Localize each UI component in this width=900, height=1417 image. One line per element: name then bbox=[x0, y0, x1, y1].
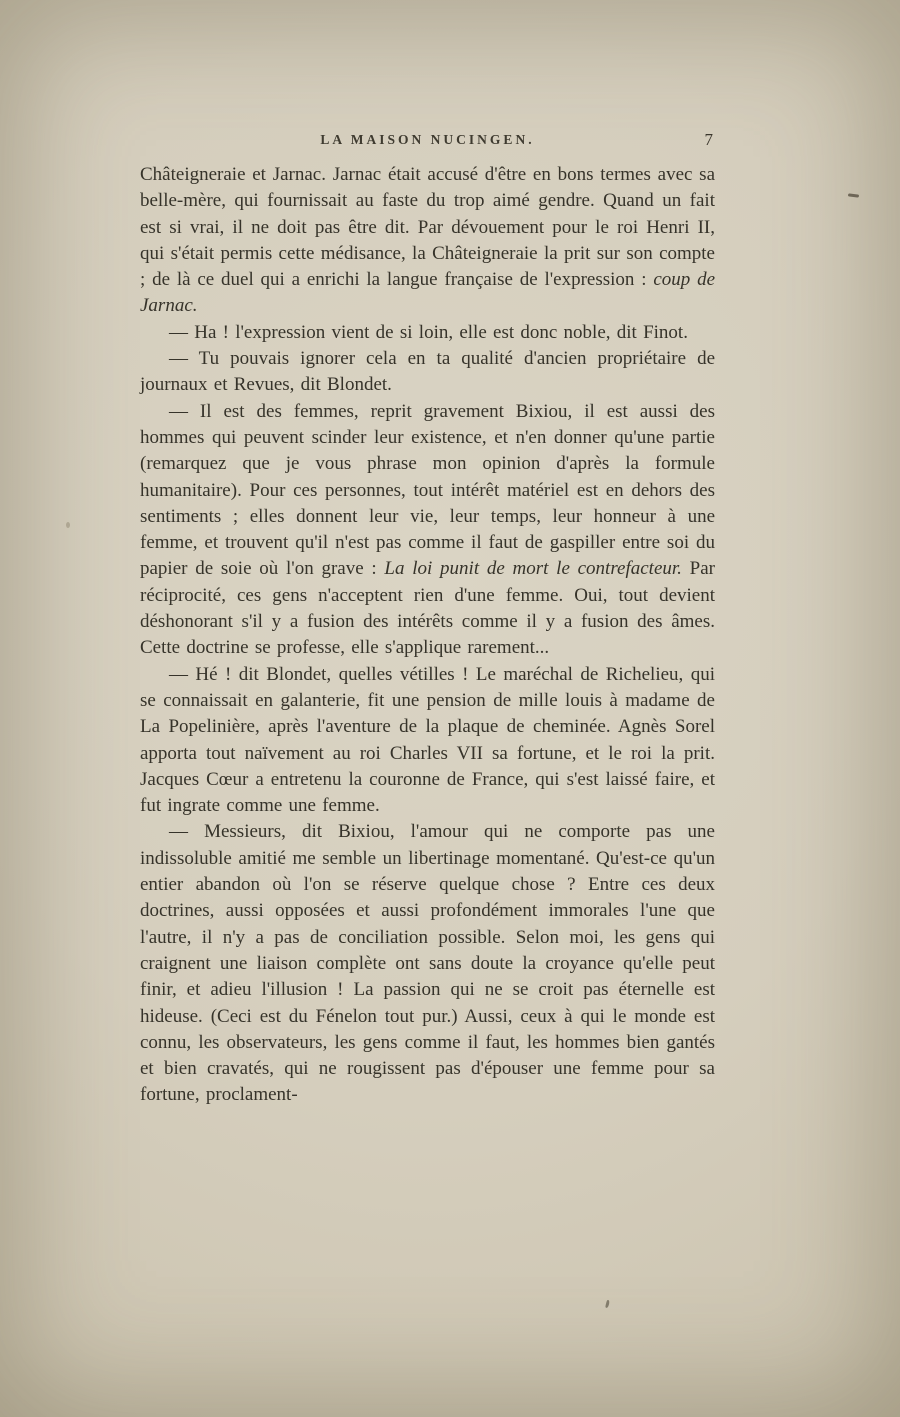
paragraph bbox=[140, 399, 715, 662]
text-segment: — Il est des femmes, reprit gravement Bixiou, il est aussi des hommes qui peuvent scinder leur existence, et n'en donner qu'une partie (remarquez que je vous phrase mon opinion d'après la formule humanitaire). Pour ces personnes, tout intérêt matériel est en dehors des sentiments ; elles donnent leur vie, leur temps, leur honneur à une femme, et trouvent qu'il n'est pas comme il faut de gaspiller entre soi du papier de soie où l'on grave : bbox=[140, 400, 715, 580]
italic-text-segment: coup de Jarnac. bbox=[140, 269, 715, 317]
paper-mark bbox=[66, 522, 70, 528]
italic-text-segment: La loi punit de mort le contrefacteur. bbox=[384, 558, 682, 580]
paper-mark bbox=[605, 1300, 610, 1308]
paragraph bbox=[140, 320, 715, 346]
text-segment: — Tu pouvais ignorer cela en ta qualité d'ancien propriétaire de journaux et Revues, dit Blondet. bbox=[140, 348, 715, 396]
text-segment: Châteigneraie et Jarnac. Jarnac était accusé d'être en bons termes avec sa belle-mère, qui fournissait au faste du trop aimé gendre. Quand un fait est si vrai, il ne doit pas être dit. Par dévouement pour le roi Henri II, qui s'était permis cette médisance, la Châteigneraie la prit sur son compte ; de là ce duel qui a enrichi la langue française de l'expression : bbox=[140, 164, 715, 291]
paper-mark bbox=[848, 193, 859, 197]
running-header bbox=[140, 130, 715, 154]
paragraph bbox=[140, 662, 715, 820]
paragraph bbox=[140, 162, 715, 320]
text-segment: — Hé ! dit Blondet, quelles vétilles ! Le maréchal de Richelieu, qui se connaissait en galanterie, fit une pension de mille louis à madame de La Popelinière, après l'aventure de la plaque de cheminée. Agnès Sorel apporta tout naïvement au roi Charles VII sa fortune, et le roi la prit. Jacques Cœur a entretenu la couronne de France, qui s'est laissé faire, et fut ingrate comme une femme. bbox=[140, 663, 715, 817]
paragraph bbox=[140, 819, 715, 1108]
text-segment: Par réciprocité, ces gens n'acceptent rien d'une femme. Oui, tout devient déshonorant s'il y a fusion des intérêts comme il y a fusion des âmes. Cette doctrine se professe, elle s'applique rarement... bbox=[140, 558, 715, 659]
page-number: 7 bbox=[704, 130, 713, 149]
text-segment: — Ha ! l'expression vient de si loin, elle est donc noble, dit Finot. bbox=[169, 321, 688, 343]
page-title: LA MAISON NUCINGEN. bbox=[320, 132, 535, 147]
text-segment: — Messieurs, dit Bixiou, l'amour qui ne comporte pas une indissoluble amitié me semble un libertinage momentané. Qu'est-ce qu'un entier abandon où l'on se réserve quelque chose ? Entre ces deux doctrines, aussi opposées et aussi profondément immorales l'une que l'autre, il n'y a pas de conciliation possible. Selon moi, les gens qui craignent une liaison complète ont sans doute la croyance qu'elle peut finir, et adieu l'illusion ! La passion qui ne se croit pas éternelle est hideuse. (Ceci est du Fénelon tout pur.) Aussi, ceux à qui le monde est connu, les observateurs, les gens comme il faut, les hommes bien gantés et bien cravatés, qui ne rougissent pas d'épouser une femme pour sa fortune, proclament- bbox=[140, 821, 715, 1106]
paragraph bbox=[140, 346, 715, 399]
text-block bbox=[140, 162, 715, 1109]
